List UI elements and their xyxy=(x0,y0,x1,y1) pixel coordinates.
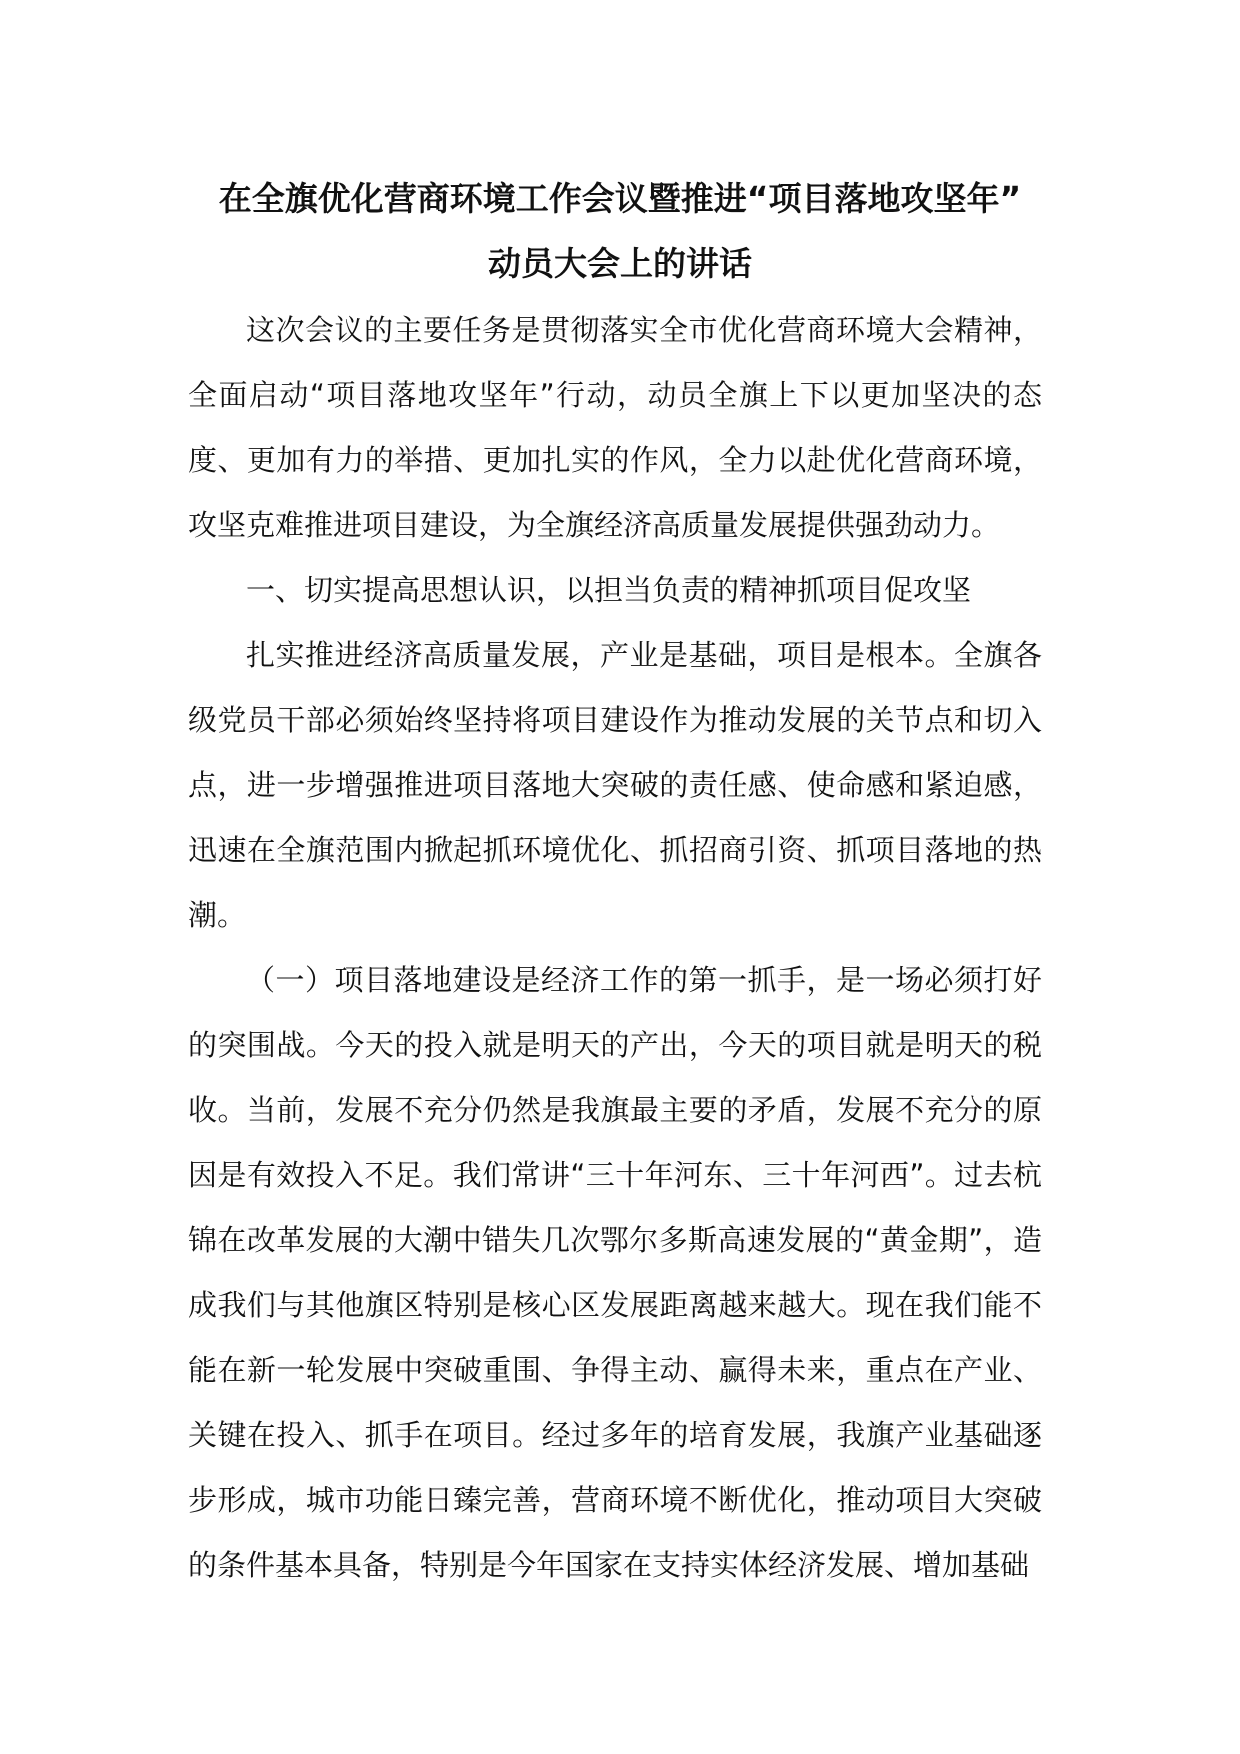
paragraph-section-1: 扎实推进经济高质量发展，产业是基础，项目是根本。全旗各级党员干部必须始终坚持将项目建设作为推动发展的关节点和切入点，进一步增强推进项目落地大突破的责任感、使命感和紧迫感，迅速在全旗范围内掀起抓环境优化、抓招商引资、抓项目落地的热潮。 xyxy=(188,638,1042,932)
document-body xyxy=(188,298,1042,1598)
title-line-1: 在全旗优化营商环境工作会议暨推进“项目落地攻坚年” xyxy=(218,179,1022,218)
document-title xyxy=(120,166,1120,296)
section-heading-1: 一、切实提高思想认识，以担当负责的精神抓项目促攻坚 xyxy=(246,573,972,607)
paragraph-subsection-1: （一）项目落地建设是经济工作的第一抓手，是一场必须打好的突围战。今天的投入就是明天的产出，今天的项目就是明天的税收。当前，发展不充分仍然是我旗最主要的矛盾，发展不充分的原因是有效投入不足。我们常讲“三十年河东、三十年河西”。过去杭锦在改革发展的大潮中错失几次鄂尔多斯高速发展的“黄金期”，造成我们与其他旗区特别是核心区发展距离越来越大。现在我们能不能在新一轮发展中突破重围、争得主动、赢得未来，重点在产业、关键在投入、抓手在项目。经过多年的培育发展，我旗产业基础逐步形成，城市功能日臻完善，营商环境不断优化，推动项目大突破的条件基本具备，特别是今年国家在支持实体经济发展、增加基础 xyxy=(188,963,1042,1582)
paragraph-intro: 这次会议的主要任务是贯彻落实全市优化营商环境大会精神，全面启动“项目落地攻坚年”行动，动员全旗上下以更加坚决的态度、更加有力的举措、更加扎实的作风，全力以赴优化营商环境，攻坚克难推进项目建设，为全旗经济高质量发展提供强劲动力。 xyxy=(188,313,1042,542)
title-line-2: 动员大会上的讲话 xyxy=(488,244,752,283)
